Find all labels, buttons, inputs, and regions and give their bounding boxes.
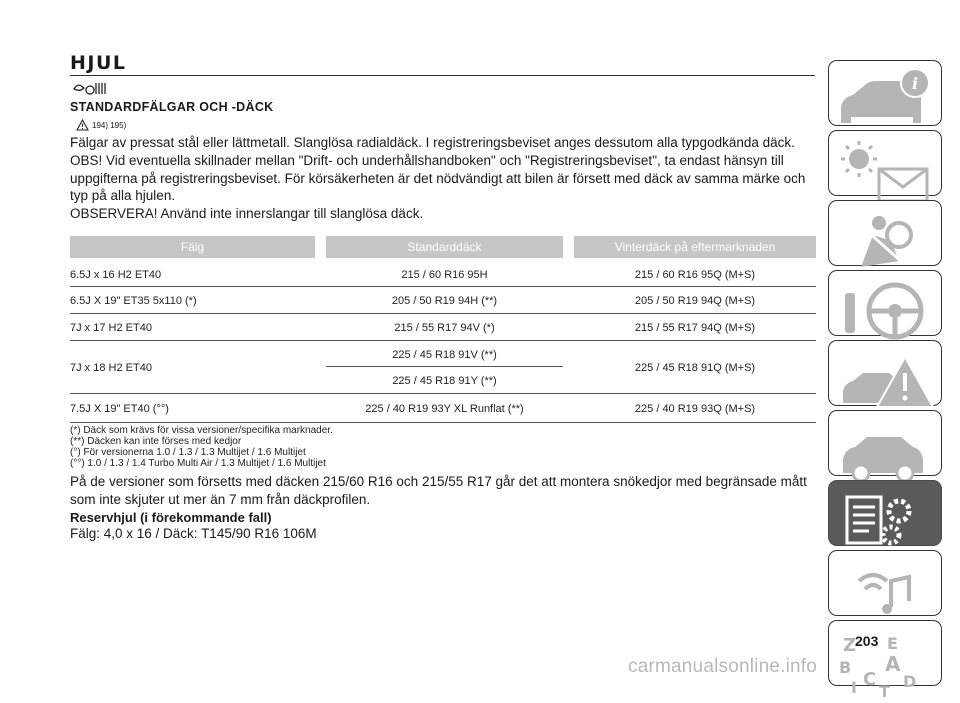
table-cell-winter: 215 / 60 R16 95Q (M+S) [634,269,756,281]
paragraph-note: OBS! Vid eventuella skillnader mellan "Drift- och underhållshandboken" och "Registreringsbeviset", ta endast hänsyn till uppgifterna på registreringsbeviset. För körsäkerheten är det nödvändigt att bilen är försett med däck av samma märke och typ på alla hjulen. [70,153,806,203]
section-title: HJUL [70,52,127,74]
table-row-divider [70,313,816,314]
table-cell-standard: 225 / 45 R18 91Y (**) [392,375,497,387]
table-cell-rim: 6.5J x 16 H2 ET40 [70,269,162,281]
table-sub-divider [326,366,563,367]
svg-text:i: i [911,74,919,93]
paragraph-rims: Fälgar av pressat stål eller lättmetall. Slanglösa radialdäck. I registreringsbeviset anges dessutom alla typgodkända däck. [70,135,795,150]
footnote: (*) Däck som krävs för vissa versioner/specifika marknader. [70,425,333,436]
table-cell-standard: 225 / 45 R18 91V (**) [392,349,497,361]
index-icon [829,621,943,703]
spare-wheel-spec: Fälg: 4,0 x 16 / Däck: T145/90 R16 106M [70,526,317,541]
table-cell-standard: 215 / 55 R17 94V (*) [394,322,495,334]
table-cell-standard: 225 / 40 R19 93Y XL Runflat (**) [365,403,524,415]
table-cell-rim: 7.5J X 19" ET40 (°°) [70,403,169,415]
table-cell-rim: 7J x 18 H2 ET40 [70,362,152,374]
watermark: carmanualsonline.info [628,656,818,677]
index-letter: C [863,669,877,690]
table-cell-winter: 225 / 40 R19 93Q (M+S) [634,403,756,415]
table-header-winter: Vinterdäck på eftermarknaden [574,236,816,258]
paragraph-snow-chains: På de versioner som försetts med däcken 215/60 R16 och 215/55 R17 går det att montera snökedjor med begränsade mått som inte skjuter ut mer än 7 mm från däckprofilen. [70,474,807,507]
table-cell-rim: 7J x 17 H2 ET40 [70,322,152,334]
table-row-divider [70,422,816,423]
table-row-divider [70,340,816,341]
table-row-divider [70,286,816,287]
sidebar-tab-emergency[interactable] [828,340,942,406]
header-divider [70,75,815,76]
sidebar-tab-lights-mail[interactable] [828,130,942,196]
index-letter: D [903,672,917,691]
table-cell-standard: 205 / 50 R19 94H (**) [391,295,498,307]
footnote: (°°) 1.0 / 1.3 / 1.4 Turbo Multi Air / 1.3 Multijet / 1.6 Multijet [70,458,326,469]
index-letter: Z [843,635,857,656]
sidebar-tab-maintenance[interactable] [828,410,942,476]
index-letter: T [879,682,890,701]
index-letter: E [887,634,898,653]
sidebar-tab-driving[interactable] [828,270,942,336]
sidebar-tab-index[interactable] [828,620,942,701]
warning-icon [76,119,89,131]
eco-tyre-icon [72,80,118,96]
index-letter: A [885,652,901,676]
paragraph-warning: OBSERVERA! Använd inte innerslangar till slanglösa däck. [70,206,424,221]
table-cell-winter: 215 / 55 R17 94Q (M+S) [634,322,756,334]
footnote: (°) För versionerna 1.0 / 1.3 / 1.3 Multijet / 1.6 Multijet [70,447,306,458]
sidebar-tab-multimedia[interactable] [828,550,942,616]
table-header-rim: Fälg [70,236,315,258]
table-cell-winter: 225 / 45 R18 91Q (M+S) [634,362,756,374]
index-letter: I [851,678,857,697]
table-row-divider [70,393,816,394]
table-cell-rim: 6.5J X 19" ET35 5x110 (*) [70,295,197,307]
index-letter: B [839,658,852,677]
spare-wheel-heading: Reservhjul (i förekommande fall) [70,510,272,525]
table-cell-winter: 205 / 50 R19 94Q (M+S) [634,295,756,307]
sidebar-tab-car-info[interactable] [828,60,942,126]
table-cell-standard: 215 / 60 R16 95H [401,269,488,281]
footnote: (**) Däcken kan inte förses med kedjor [70,436,242,447]
section-subtitle: STANDARDFÄLGAR OCH -DÄCK [70,100,274,114]
page-number: 203 [855,633,879,649]
sidebar-tab-safety[interactable] [828,200,942,266]
warning-references: 194) 195) [92,121,127,130]
sidebar-tab-technical-data[interactable] [828,480,942,546]
table-header-standard: Standarddäck [326,236,563,258]
